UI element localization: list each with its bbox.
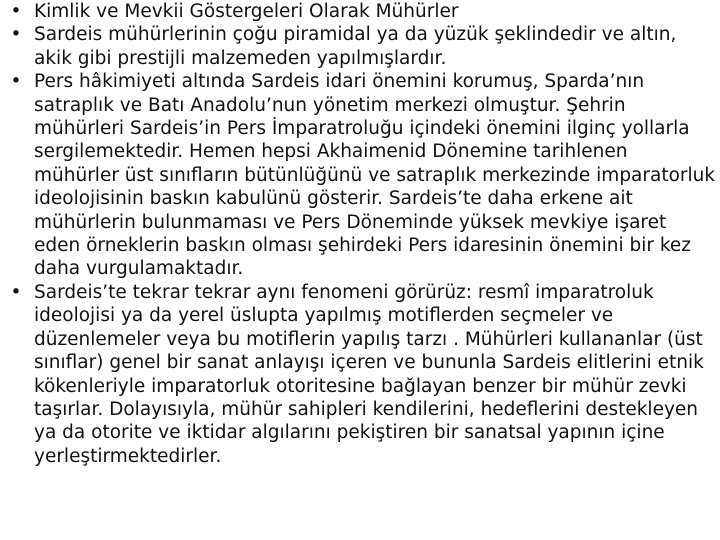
bullet-icon: • <box>10 24 22 46</box>
bullet-item-4 <box>6 281 718 468</box>
bullet-icon: • <box>10 281 22 303</box>
bullet-text-1: Kimlik ve Mevkii Göstergeleri Olarak Mühürler <box>34 1 459 22</box>
bullet-item-2 <box>6 23 718 70</box>
bullet-icon: • <box>10 71 22 93</box>
bullet-text-2: Sardeis mühürlerinin çoğu piramidal ya da yüzük şeklindedir ve altın, akik gibi prestijli malzemeden yapılmışlardır. <box>34 24 677 69</box>
bullet-text-4: Sardeis’te tekrar tekrar aynı fenomeni görürüz: resmî imparatroluk ideolojisi ya da yerel üslupta yapılmış motiflerden seçmeler ve düzenlemeler veya bu motiflerin yapılış tarzı . Mühürleri kullananlar (üst sınıflar) genel bir sanat anlayışı içeren ve bununla Sardeis elitlerini etnik kökenleriyle imparatorluk otoritesine bağlayan benzer bir mühür zevki taşırlar. Dolayısıyla, mühür sahipleri kendilerini, hedeflerini destekleyen ya da otorite ve iktidar algılarını pekiştiren bir sanatsal yapının içine yerleştirmektedirler. <box>34 281 704 467</box>
bullet-item-3 <box>6 70 718 281</box>
bullet-icon: • <box>10 1 22 22</box>
bullet-item-1 <box>6 0 718 23</box>
bullet-text-3: Pers hâkimiyeti altında Sardeis idari önemini korumuş, Sparda’nın satraplık ve Batı Anadolu’nun yönetim merkezi olmuştur. Şehrin mühürleri Sardeis’in Pers İmparatroluğu içindeki önemini ilginç yollarla sergilemektedir. Hemen hepsi Akhaimenid Dönemine tarihlenen mühürler üst sınıfların bütünlüğünü ve satraplık merkezinde imparatorluk ideolojisinin baskın kabulünü gösterir. Sardeis’te daha erkene ait mühürlerin bulunmaması ve Pers Döneminde yüksek mevkiye işaret eden örneklerin baskın olması şehirdeki Pers idaresinin önemini bir kez daha vurgulamaktadır. <box>34 71 716 280</box>
bullet-list <box>6 0 718 468</box>
